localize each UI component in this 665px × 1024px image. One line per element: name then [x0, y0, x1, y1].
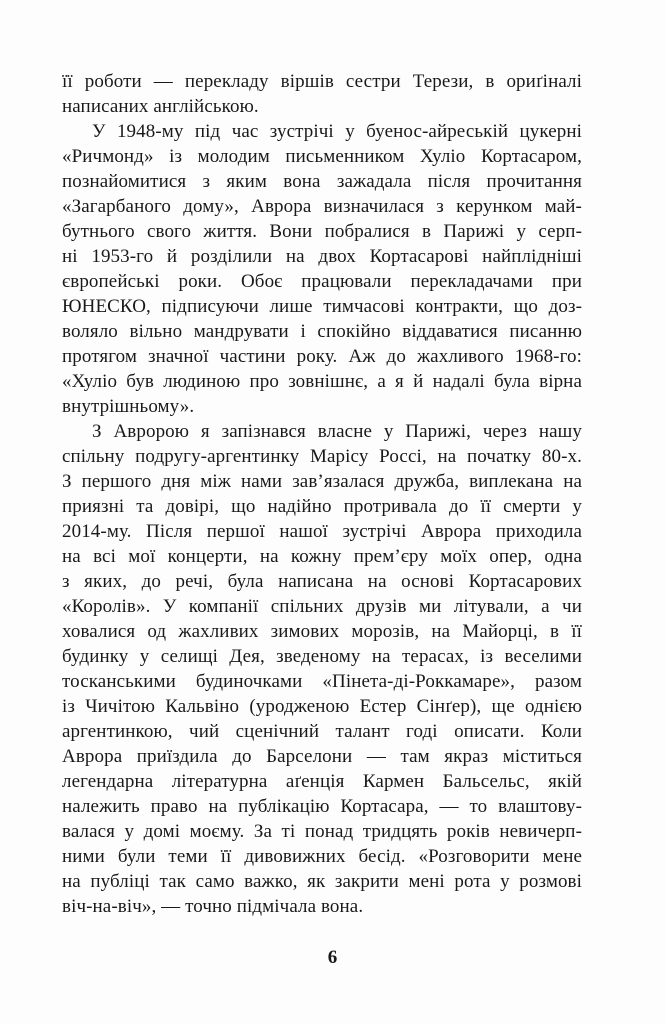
text-line: будинку у селищі Дея, зведеному на терасах, із веселими	[62, 646, 582, 667]
text-line: з яких, до речі, була написана на основі Кортасарових	[62, 571, 582, 592]
text-line: «Хуліо був людиною про зовнішнє, а я й надалі була вірна	[62, 371, 582, 392]
text-line: внутрішньому».	[62, 396, 195, 417]
text-line: тосканськими будиночками «Пінета-ді-Роккамаре», разом	[62, 671, 582, 692]
paragraph	[62, 419, 582, 919]
text-line: бутнього свого життя. Вони побралися в Парижі у серп-	[62, 221, 582, 242]
text-line: на всі мої концерти, на кожну прем’єру моїх опер, одна	[62, 546, 582, 567]
text-line: легендарна літературна аґенція Кармен Бальсельс, якій	[62, 771, 582, 792]
text-line: із Чичітою Кальвіно (уродженою Естер Сінґер), ще однією	[62, 696, 582, 717]
text-line: європейські роки. Обоє працювали перекладачами при	[62, 271, 582, 292]
text-line: З першого дня між нами зав’язалася дружба, виплекана на	[62, 471, 582, 492]
paragraph	[62, 119, 582, 419]
text-line: спільну подругу-аргентинку Марісу Россі, на початку 80-х.	[62, 446, 582, 467]
text-line: на публіці так само важко, як закрити мені рота у розмові	[62, 871, 582, 892]
text-line: належить право на публікацію Кортасара, — то влаштову-	[62, 796, 582, 817]
text-line: ними були теми її дивовижних бесід. «Розговорити мене	[62, 846, 582, 867]
text-line: ховалися од жахливих зимових морозів, на Майорці, в її	[62, 621, 582, 642]
text-line: «Загарбаного дому», Аврора визначилася з керунком май-	[62, 196, 582, 217]
text-line: валася у домі моєму. За ті понад тридцять років невичерп-	[62, 821, 582, 842]
text-line: познайомитися з яким вона зажадала після прочитання	[62, 171, 582, 192]
text-line: 2014-му. Після першої нашої зустрічі Аврора приходила	[62, 521, 582, 542]
text-line: воляло вільно мандрувати і спокійно віддаватися писанню	[62, 321, 582, 342]
paragraph	[62, 69, 582, 119]
page-number: 6	[327, 947, 338, 968]
text-line: її роботи — перекладу віршів сестри Терези, в ориґіналі	[62, 71, 582, 92]
text-line: Аврора приїздила до Барселони — там якраз міститься	[62, 746, 582, 767]
text-line: аргентинкою, чий сценічний талант годі описати. Коли	[62, 721, 582, 742]
text-line: ЮНЕСКО, підписуючи лише тимчасові контракти, що доз-	[62, 296, 582, 317]
text-line: написаних англійською.	[62, 96, 259, 117]
text-line: «Королів». У компанії спільних друзів ми літували, а чи	[62, 596, 582, 617]
text-line: У 1948-му під час зустрічі у буенос-айреській цукерні	[92, 121, 582, 142]
body-text	[62, 69, 582, 919]
text-line: віч-на-віч», — точно підмічала вона.	[62, 896, 364, 917]
text-line: ні 1953-го й розділили на двох Кортасарові найплідніші	[62, 246, 582, 267]
text-line: приязні та довірі, що надійно протривала до її смерти у	[62, 496, 582, 517]
text-line: протягом значної частини року. Аж до жахливого 1968-го:	[62, 346, 582, 367]
text-line: З Авророю я запізнався власне у Парижі, через нашу	[92, 421, 582, 442]
text-line: «Ричмонд» із молодим письменником Хуліо Кортасаром,	[62, 146, 582, 167]
